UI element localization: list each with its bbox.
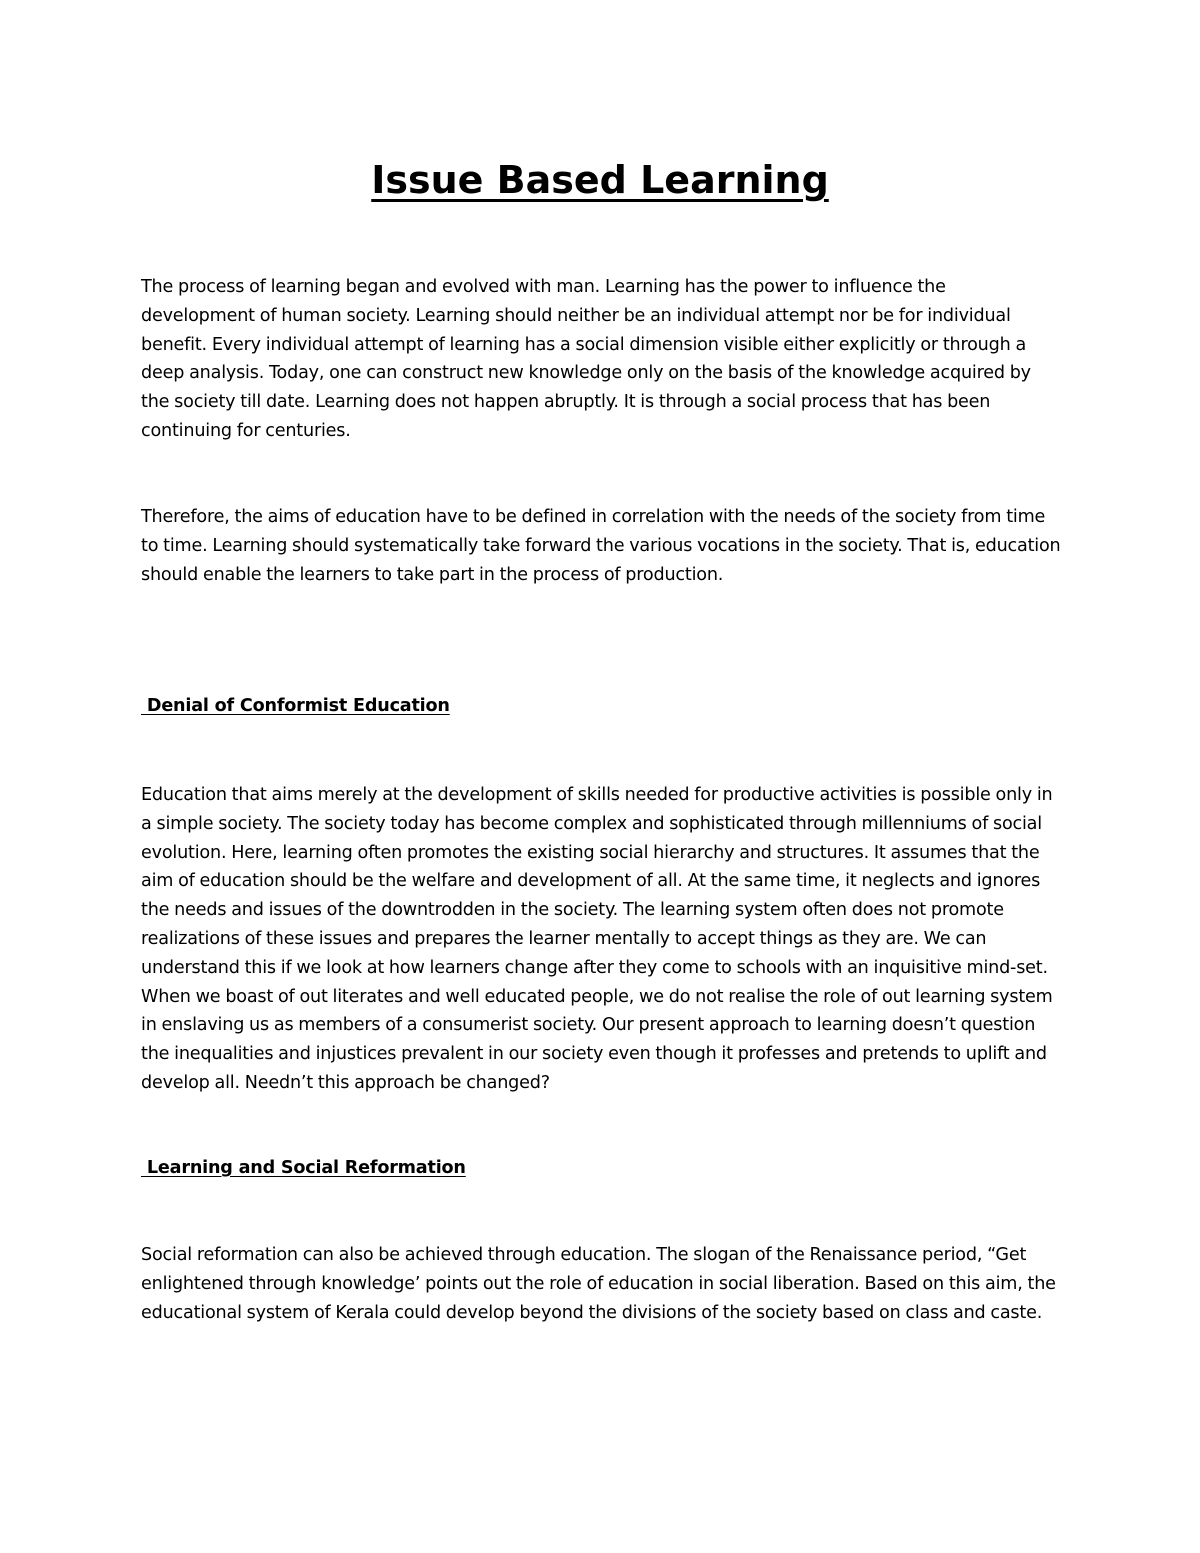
- intro-paragraph-2: Therefore, the aims of education have to be defined in correlation with the needs of the society from time to time. Learning should systematically take forward the various vocations in the society. That is, education should enable the learners to take part in the process of production.: [141, 507, 1061, 585]
- section-heading-social-reformation: Learning and Social Reformation: [141, 1158, 466, 1178]
- document-title: [0, 150, 1200, 210]
- intro-paragraph-1: The process of learning began and evolved with man. Learning has the power to influence the development of human society. Learning should neither be an individual attempt nor be for individual benefit. Every individual attempt of learning has a social dimension visible either explicitly or through a deep analysis. Today, one can construct new knowledge only on the basis of the knowledge acquired by the society till date. Learning does not happen abruptly. It is through a social process that has been continuing for centuries.: [141, 277, 1031, 441]
- document-title-text: Issue Based Learning: [371, 158, 829, 202]
- section-body-conformist-education: Education that aims merely at the development of skills needed for productive activities is possible only in a simple society. The society today has become complex and sophisticated through millenniums of social evolution. Here, learning often promotes the existing social hierarchy and structures. It assumes that the aim of education should be the welfare and development of all. At the same time, it neglects and ignores the needs and issues of the downtrodden in the society. The learning system often does not promote realizations of these issues and prepares the learner mentally to accept things as they are. We can understand this if we look at how learners change after they come to schools with an inquisitive mind-set. When we boast of out literates and well educated people, we do not realise the role of out learning system in enslaving us as members of a consumerist society. Our present approach to learning doesn’t question the inequalities and injustices prevalent in our society even though it professes and pretends to uplift and develop all. Needn’t this approach be changed?: [141, 785, 1053, 1093]
- section-body-social-reformation: Social reformation can also be achieved through education. The slogan of the Renaissance period, “Get enlightened through knowledge’ points out the role of education in social liberation. Based on this aim, the educational system of Kerala could develop beyond the divisions of the society based on class and caste.: [141, 1245, 1056, 1323]
- section-heading-conformist-education: Denial of Conformist Education: [141, 696, 450, 716]
